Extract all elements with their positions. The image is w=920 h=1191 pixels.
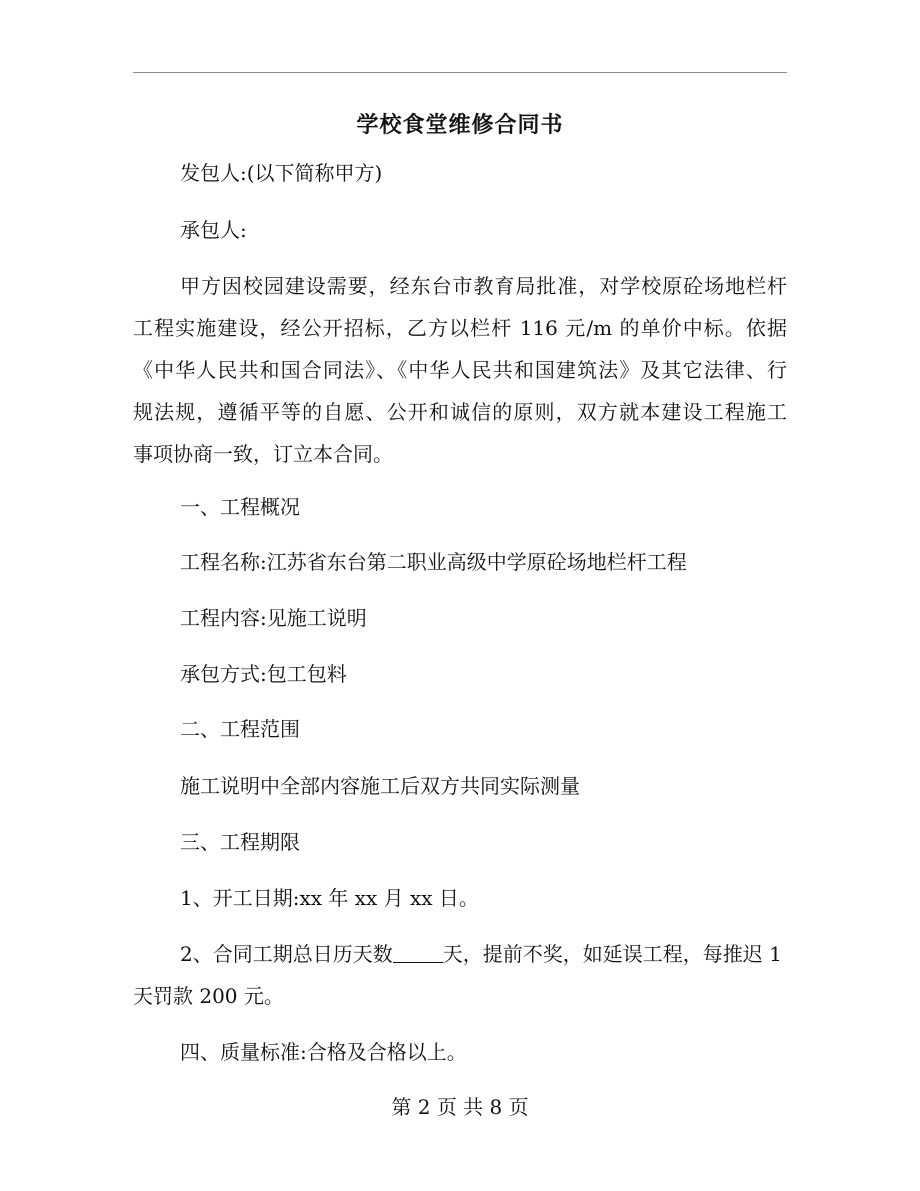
duration-blank xyxy=(393,942,443,963)
start-date: 1、开工日期:xx 年 xx 月 xx 日。 xyxy=(180,886,479,910)
page-indicator: 第 2 页 共 8 页 xyxy=(391,1095,529,1119)
scope-text: 施工说明中全部内容施工后双方共同实际测量 xyxy=(180,774,580,798)
intro-line: 甲方因校园建设需要，经东台市教育局批准，对学校原砼场地栏杆 xyxy=(180,274,787,298)
section1-heading: 一、工程概况 xyxy=(180,495,300,519)
duration-text-after: 天，提前不奖，如延误工程，每推迟 1 xyxy=(442,942,782,966)
contractor-line: 承包人: xyxy=(180,218,247,242)
project-name: 工程名称:江苏省东台第二职业高级中学原砼场地栏杆工程 xyxy=(180,550,687,574)
section2-heading: 二、工程范围 xyxy=(180,717,300,741)
intro-paragraph xyxy=(133,273,787,483)
header-rule xyxy=(133,72,787,73)
duration-line xyxy=(133,941,834,967)
project-content: 工程内容:见施工说明 xyxy=(180,606,367,630)
intro-line: 规法规，遵循平等的自愿、公开和诚信的原则，双方就本建设工程施工 xyxy=(133,400,787,424)
employer-line: 发包人:(以下简称甲方) xyxy=(180,161,383,185)
intro-line: 事项协商一致，订立本合同。 xyxy=(133,442,393,466)
penalty-line: 天罚款 200 元。 xyxy=(133,984,284,1008)
document-title: 学校食堂维修合同书 xyxy=(356,112,564,138)
duration-text-before: 2、合同工期总日历天数 xyxy=(180,942,393,966)
intro-line: 《中华人民共和国合同法》、《中华人民共和国建筑法》及其它法律、行 xyxy=(133,358,787,382)
section3-heading: 三、工程期限 xyxy=(180,830,300,854)
section4-heading: 四、质量标准:合格及合格以上。 xyxy=(180,1040,467,1064)
intro-line: 工程实施建设，经公开招标，乙方以栏杆 116 元/m 的单价中标。依据 xyxy=(133,316,787,340)
contract-method: 承包方式:包工包料 xyxy=(180,662,347,686)
